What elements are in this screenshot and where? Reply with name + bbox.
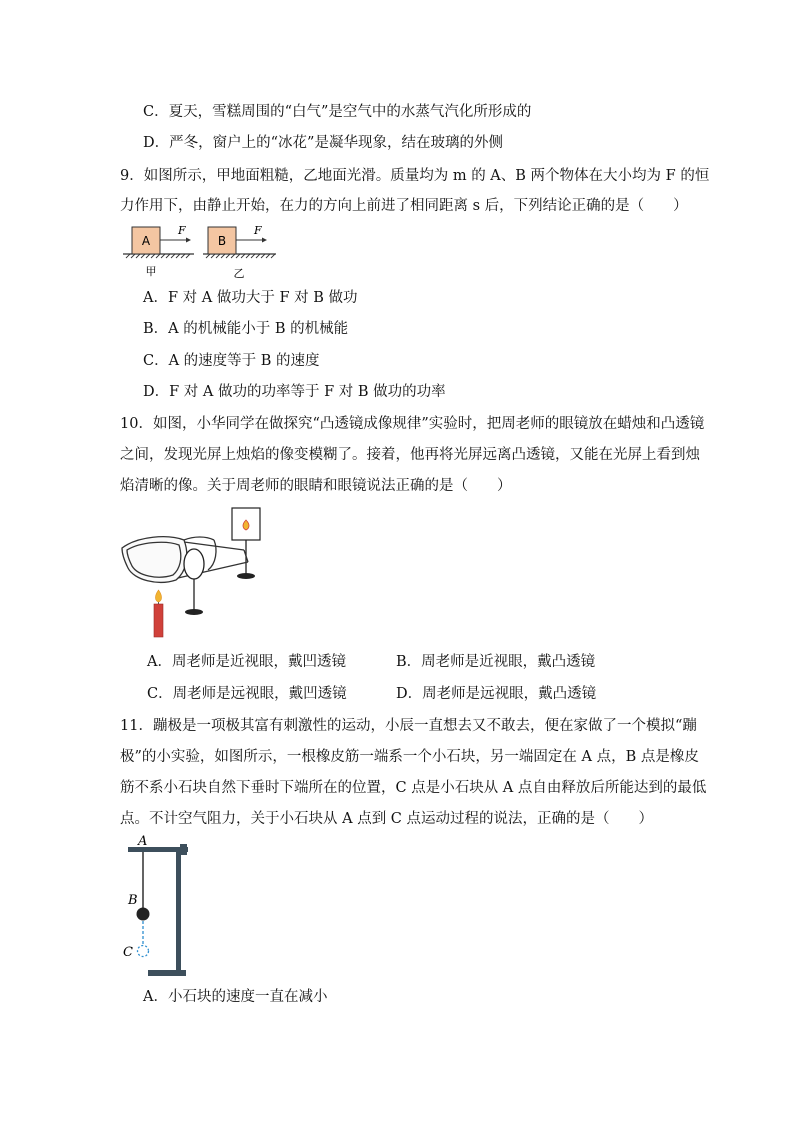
q9-option-a: A．F 对 A 做功大于 F 对 B 做功 bbox=[143, 290, 358, 306]
q10-option-d: D．周老师是远视眼，戴凸透镜 bbox=[396, 686, 597, 702]
q10-option-c: C．周老师是远视眼，戴凹透镜 bbox=[147, 686, 347, 702]
q11-stem-line4: 点。不计空气阻力，关于小石块从 A 点到 C 点运动过程的说法，正确的是（ ） bbox=[120, 811, 653, 827]
q10-option-a: A．周老师是近视眼，戴凹透镜 bbox=[147, 654, 346, 670]
force-label-a: F bbox=[178, 224, 186, 237]
q10-stem-line3: 焰清晰的像。关于周老师的眼睛和眼镜说法正确的是（ ） bbox=[120, 478, 512, 494]
candle bbox=[154, 604, 163, 637]
convex-lens bbox=[184, 549, 204, 579]
q11-stem-line2: 极”的小实验，如图所示，一根橡皮筋一端系一个小石块，另一端固定在 A 点，B 点是橡皮 bbox=[120, 749, 699, 765]
candle-flame bbox=[155, 590, 161, 602]
q9-option-c: C．A 的速度等于 B 的速度 bbox=[143, 353, 320, 369]
q11-stem-line1: 11．蹦极是一项极其富有刺激性的运动，小辰一直想去又不敢去，便在家做了一个模拟“蹦 bbox=[120, 718, 697, 734]
q9-option-d: D．F 对 A 做功的功率等于 F 对 B 做功的功率 bbox=[143, 384, 446, 400]
q11-option-a: A．小石块的速度一直在减小 bbox=[143, 989, 328, 1005]
stand-pole bbox=[176, 847, 181, 972]
block-b-label: B bbox=[217, 234, 227, 248]
q10-option-b: B．周老师是近视眼，戴凸透镜 bbox=[396, 654, 596, 670]
ground-label-yi: 乙 bbox=[233, 267, 245, 280]
q9-figure bbox=[120, 222, 280, 280]
force-label-b: F bbox=[254, 224, 262, 237]
q9-stem-line2: 力作用下，由静止开始，在力的方向上前进了相同距离 s 后，下列结论正确的是（ ） bbox=[120, 198, 688, 214]
q8-option-d: D．严冬，窗户上的“冰花”是凝华现象，结在玻璃的外侧 bbox=[143, 135, 503, 151]
stand-base bbox=[148, 970, 186, 976]
q10-stem-line1: 10．如图，小华同学在做探究“凸透镜成像规律”实验时，把周老师的眼镜放在蜡烛和凸透镜 bbox=[120, 416, 705, 432]
ground-label-jia: 甲 bbox=[145, 265, 157, 278]
q9-option-b: B．A 的机械能小于 B 的机械能 bbox=[143, 321, 349, 337]
q9-stem-line1: 9．如图所示，甲地面粗糙，乙地面光滑。质量均为 m 的 A、B 两个物体在大小均为 F 的恒 bbox=[120, 168, 710, 184]
q8-option-c: C．夏天，雪糕周围的“白气”是空气中的水蒸气汽化所形成的 bbox=[143, 104, 532, 120]
q10-figure bbox=[118, 506, 278, 640]
point-c-label: C bbox=[123, 945, 133, 960]
q10-stem-line2: 之间，发现光屏上烛焰的像变模糊了。接着，他再将光屏远离凸透镜，又能在光屏上看到烛 bbox=[120, 447, 700, 463]
point-b-label: B bbox=[128, 893, 138, 908]
q11-stem-line3: 筋不系小石块自然下垂时下端所在的位置，C 点是小石块从 A 点自由释放后所能达到的最低 bbox=[120, 780, 707, 796]
stone bbox=[137, 908, 150, 921]
point-a-label: A bbox=[138, 834, 148, 849]
lowest-point-c bbox=[138, 946, 149, 957]
block-a-label: A bbox=[141, 234, 151, 248]
q11-figure bbox=[118, 832, 198, 980]
